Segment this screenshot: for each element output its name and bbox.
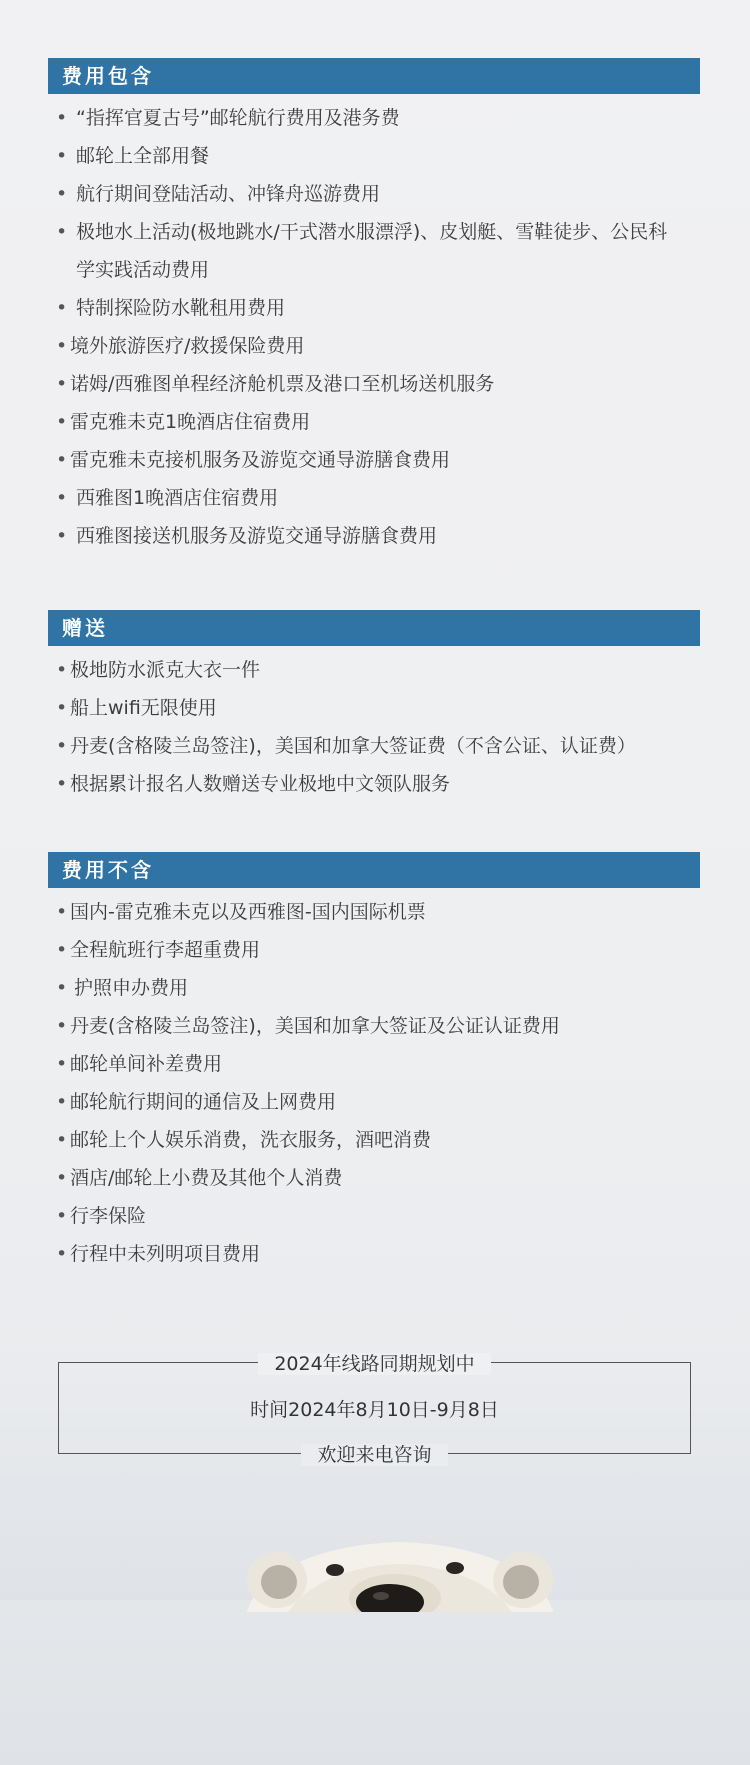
fees-included-item: • 极地水上活动(极地跳水/干式潜水服漂浮)、皮划艇、雪鞋徒步、公民科学实践活动费用 bbox=[48, 213, 676, 289]
fees-included-item: • 雷克雅未克1晚酒店住宿费用 bbox=[48, 403, 700, 441]
fees-excluded-item: • 邮轮单间补差费用 bbox=[48, 1045, 700, 1083]
fees-excluded-item: • 护照申办费用 bbox=[48, 969, 700, 1007]
fees-included-item: • 西雅图接送机服务及游览交通导游膳食费用 bbox=[48, 517, 700, 555]
fees-included-item: • 境外旅游医疗/救援保险费用 bbox=[48, 327, 700, 365]
fees-excluded-section bbox=[48, 852, 700, 1273]
fees-included-item: • 航行期间登陆活动、冲锋舟巡游费用 bbox=[48, 175, 700, 213]
promo-line-1 bbox=[59, 1349, 690, 1376]
promo-line-2-text: 时间2024年8月10日-9月8日 bbox=[250, 1399, 499, 1421]
promo-line-3-text: 欢迎来电咨询 bbox=[301, 1444, 447, 1466]
fees-included-item: • 雷克雅未克接机服务及游览交通导游膳食费用 bbox=[48, 441, 700, 479]
gift-item: • 船上wifi无限使用 bbox=[48, 689, 700, 727]
fees-excluded-title: 费用不含 bbox=[48, 852, 700, 888]
fees-included-item: • “指挥官夏古号”邮轮航行费用及港务费 bbox=[48, 99, 700, 137]
promo-line-2 bbox=[59, 1395, 690, 1422]
fees-excluded-item: • 国内-雷克雅未克以及西雅图-国内国际机票 bbox=[48, 893, 700, 931]
gift-item: • 丹麦(含格陵兰岛签注)，美国和加拿大签证费（不含公证、认证费） bbox=[48, 727, 700, 765]
fees-excluded-item: • 酒店/邮轮上小费及其他个人消费 bbox=[48, 1159, 700, 1197]
promo-line-3 bbox=[59, 1440, 690, 1467]
fees-excluded-item: • 行程中未列明项目费用 bbox=[48, 1235, 700, 1273]
fees-included-title: 费用包含 bbox=[48, 58, 700, 94]
snow-ground bbox=[0, 1600, 750, 1765]
fees-excluded-item: • 邮轮航行期间的通信及上网费用 bbox=[48, 1083, 700, 1121]
polar-bear-image bbox=[225, 1520, 575, 1620]
fees-included-item: • 诺姆/西雅图单程经济舱机票及港口至机场送机服务 bbox=[48, 365, 700, 403]
fees-excluded-item: • 全程航班行李超重费用 bbox=[48, 931, 700, 969]
promo-line-1-text: 2024年线路同期规划中 bbox=[258, 1353, 490, 1375]
fees-included-item: • 特制探险防水靴租用费用 bbox=[48, 289, 700, 327]
fees-excluded-item: • 行李保险 bbox=[48, 1197, 700, 1235]
fees-included-item: • 西雅图1晚酒店住宿费用 bbox=[48, 479, 700, 517]
promo-box bbox=[58, 1353, 691, 1466]
fees-excluded-item: • 邮轮上个人娱乐消费，洗衣服务，酒吧消费 bbox=[48, 1121, 700, 1159]
gifts-title: 赠送 bbox=[48, 610, 700, 646]
fees-included-section bbox=[48, 58, 700, 555]
gift-item: • 极地防水派克大衣一件 bbox=[48, 651, 700, 689]
fees-included-item: • 邮轮上全部用餐 bbox=[48, 137, 700, 175]
gifts-section bbox=[48, 610, 700, 803]
gift-item: • 根据累计报名人数赠送专业极地中文领队服务 bbox=[48, 765, 700, 803]
fees-excluded-item: • 丹麦(含格陵兰岛签注)，美国和加拿大签证及公证认证费用 bbox=[48, 1007, 700, 1045]
